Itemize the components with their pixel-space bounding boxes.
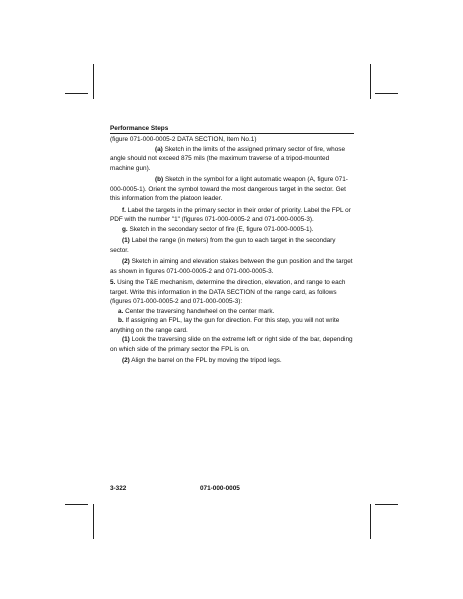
paragraph-text: Label the targets in the primary sector in their order of priority. Label the FPL or PDF with the number "1" (figures 071-000-0005-2 and 071-000-0005-3). — [110, 206, 351, 223]
paragraph-step-b — [110, 175, 354, 204]
paragraph-step-5a — [110, 307, 354, 317]
paragraph-step-a — [110, 145, 354, 174]
paragraph-lead: g. — [122, 225, 128, 233]
paragraph-step-f — [110, 206, 354, 225]
paragraph-step-5b — [110, 316, 354, 335]
paragraph-step-g1 — [110, 236, 354, 255]
task-number: 071-000-0005 — [200, 485, 240, 492]
page-number: 3-322 — [110, 485, 127, 492]
paragraph-text: Align the barrel on the FPL by moving the tripod legs. — [129, 357, 282, 364]
paragraph-text: Sketch in the symbol for a light automatic weapon (A, figure 071-000-0005-1). Orient the symbol toward the most dangerous target in the sector. Get this information from the platoon leader. — [110, 176, 348, 202]
paragraph-figure-reference — [110, 135, 354, 145]
crop-mark-bottom-left-horizontal — [65, 504, 88, 505]
crop-mark-top-left-vertical — [93, 64, 94, 99]
paragraph-step-g2 — [110, 257, 354, 276]
paragraph-text: Label the range (in meters) from the gun to each target in the secondary sector. — [110, 237, 336, 254]
crop-mark-bottom-left-vertical — [93, 504, 94, 539]
paragraph-lead: 5. — [110, 279, 116, 286]
paragraph-text: Look the traversing slide on the extreme left or right side of the bar, depending on which side of the primary sector the FPL is on. — [110, 336, 353, 353]
crop-mark-bottom-right-horizontal — [375, 504, 398, 505]
paragraph-text: Sketch in the secondary sector of fire (E, figure 071-000-0005-1). — [127, 225, 314, 233]
paragraph-lead: (a) — [155, 145, 163, 153]
paragraph-lead: (b) — [155, 176, 164, 183]
paragraph-text: Sketch in aiming and elevation stakes between the gun position and the target as shown in figures 071-000-0005-2 and 071-000-0005-3. — [110, 258, 353, 275]
paragraph-text: Using the T&E mechanism, determine the direction, elevation, and range to each target. Write this information in the DATA SECTION of the range card, as follows (figures 071-000-0005-2 and 071-000-0005-3): — [110, 279, 346, 305]
page-content — [110, 124, 354, 366]
paragraph-step-g — [110, 225, 354, 235]
paragraph-step-5b2 — [110, 356, 354, 366]
header-rule — [110, 133, 354, 134]
paragraph-step-5b1 — [110, 335, 354, 354]
paragraph-step-5 — [110, 278, 354, 307]
paragraph-lead: f. — [122, 206, 126, 214]
paragraph-text: Sketch in the limits of the assigned primary sector of fire, whose angle should not exceed 875 mils (the maximum traverse of a tripod-mounted machine gun). — [110, 145, 346, 172]
paragraph-lead: (1) — [122, 336, 130, 343]
crop-mark-top-right-vertical — [370, 64, 371, 99]
paragraph-lead: (2) — [122, 357, 130, 364]
crop-mark-top-left-horizontal — [65, 93, 88, 94]
paragraph-lead: a. — [118, 307, 124, 315]
section-header: Performance Steps — [110, 125, 169, 132]
paragraph-text: If assigning an FPL, lay the gun for direction. For this step, you will not write anything on the range card. — [110, 317, 340, 334]
crop-mark-bottom-right-vertical — [370, 504, 371, 539]
paragraph-text: (figure 071-000-0005-2 DATA SECTION, Item No.1) — [110, 136, 257, 143]
paragraph-lead: (2) — [122, 258, 130, 265]
paragraph-lead: b. — [118, 317, 124, 324]
crop-mark-top-right-horizontal — [375, 93, 398, 94]
paragraph-text: Center the traversing handwheel on the center mark. — [123, 307, 275, 315]
paragraph-lead: (1) — [122, 237, 130, 244]
